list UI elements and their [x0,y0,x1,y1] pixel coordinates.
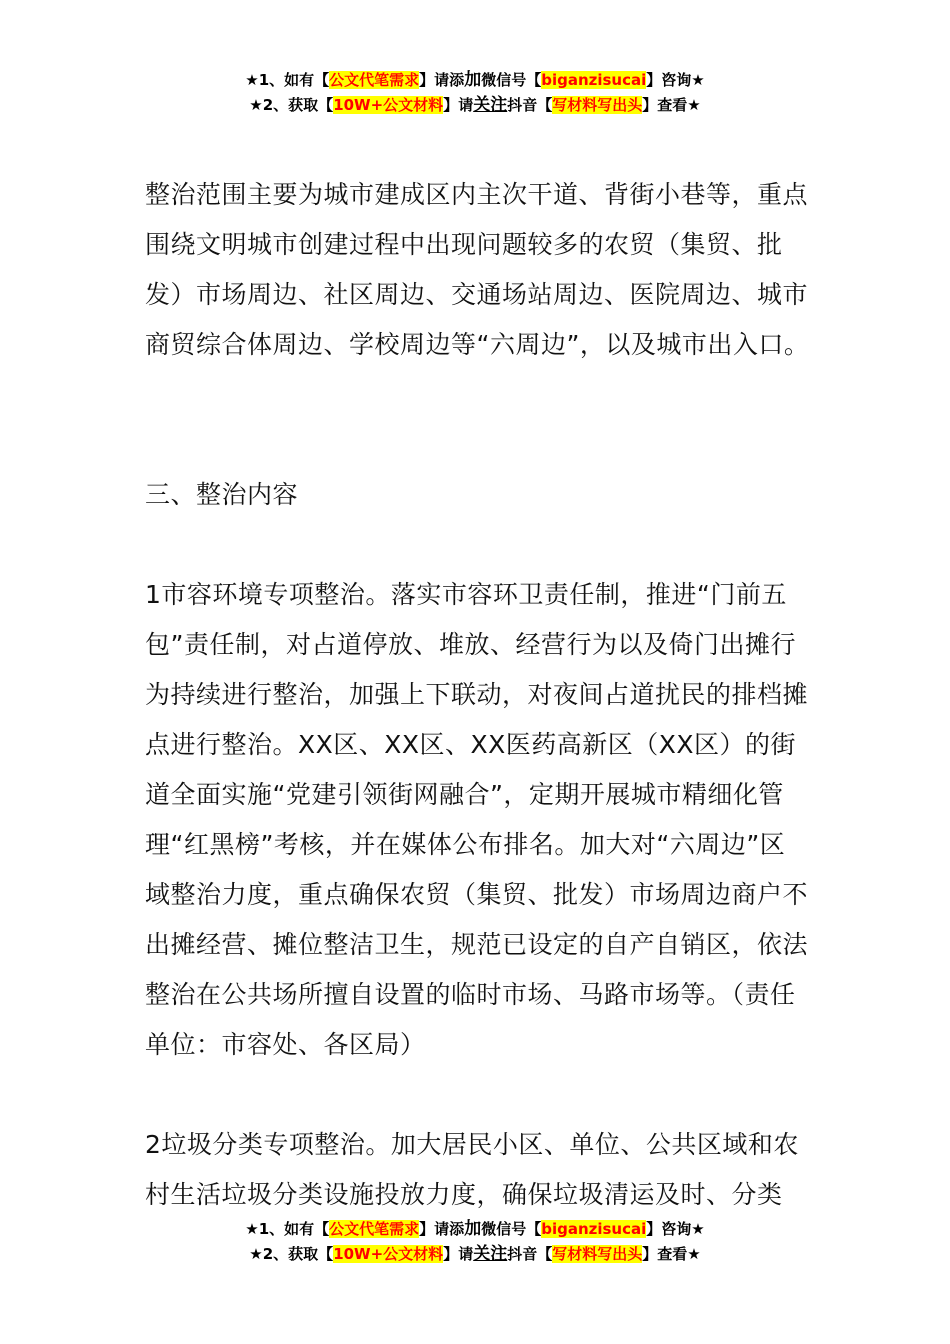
banner-emphasis: 加 [464,1219,482,1239]
banner-highlight-wechat-id: biganzisucai [541,1220,647,1238]
banner-highlight-service: 公文代笔需求 [329,71,420,89]
banner-highlight-account: 写材料写出头 [552,96,643,114]
footer-banner [0,1217,950,1267]
banner-highlight-account: 写材料写出头 [552,1245,643,1263]
banner-line-2 [0,1242,950,1267]
banner-text: ★1、如有【 [245,1220,330,1238]
banner-text: 】咨询★ [646,71,705,89]
banner-text: 】查看★ [642,1245,701,1263]
banner-text: 】请添 [419,1220,465,1238]
header-banner [0,68,950,118]
banner-highlight-materials: 10W+公文材料 [333,96,444,114]
banner-text: 微信号【 [481,71,542,89]
banner-line-1 [0,1217,950,1242]
banner-emphasis: 关注 [473,1244,508,1264]
paragraph-scope: 整治范围主要为城市建成区内主次干道、背街小巷等，重点围绕文明城市创建过程中出现问题较多的农贸（集贸、批发）市场周边、社区周边、交通场站周边、医院周边、城市商贸综合体周边、学校周边等“六周边”，以及城市出入口。 [145,180,810,359]
banner-line-1 [0,68,950,93]
banner-highlight-wechat-id: biganzisucai [541,71,647,89]
banner-emphasis: 加 [464,70,482,90]
banner-text: 】请 [443,1245,474,1263]
banner-highlight-service: 公文代笔需求 [329,1220,420,1238]
banner-text: ★2、获取【 [249,1245,334,1263]
paragraph-item-2: 2垃圾分类专项整治。加大居民小区、单位、公共区域和农村生活垃圾分类设施投放力度，确保垃圾清运及时、分类 [145,1130,799,1209]
banner-text: 】查看★ [642,96,701,114]
banner-text: ★1、如有【 [245,71,330,89]
banner-text: 】请添 [419,71,465,89]
banner-text: 抖音【 [507,1245,553,1263]
banner-highlight-materials: 10W+公文材料 [333,1245,444,1263]
banner-line-2 [0,93,950,118]
banner-emphasis: 关注 [473,95,508,115]
banner-text: 抖音【 [507,96,553,114]
banner-text: 】咨询★ [646,1220,705,1238]
section-heading-content: 三、整治内容 [145,480,299,509]
banner-text: 】请 [443,96,474,114]
banner-text: 微信号【 [481,1220,542,1238]
banner-text: ★2、获取【 [249,96,334,114]
paragraph-item-1: 1市容环境专项整治。落实市容环卫责任制，推进“门前五包”责任制，对占道停放、堆放、经营行为以及倚门出摊行为持续进行整治，加强上下联动，对夜间占道扰民的排档摊点进行整治。XX区、XX区、XX医药高新区（XX区）的街道全面实施“党建引领街网融合”，定期开展城市精细化管理“红黑榜”考核，并在媒体公布排名。加大对“六周边”区域整治力度，重点确保农贸（集贸、批发）市场周边商户不出摊经营、摊位整洁卫生，规范已设定的自产自销区，依法整治在公共场所擅自设置的临时市场、马路市场等。（责任单位：市容处、各区局） [145,580,809,1059]
